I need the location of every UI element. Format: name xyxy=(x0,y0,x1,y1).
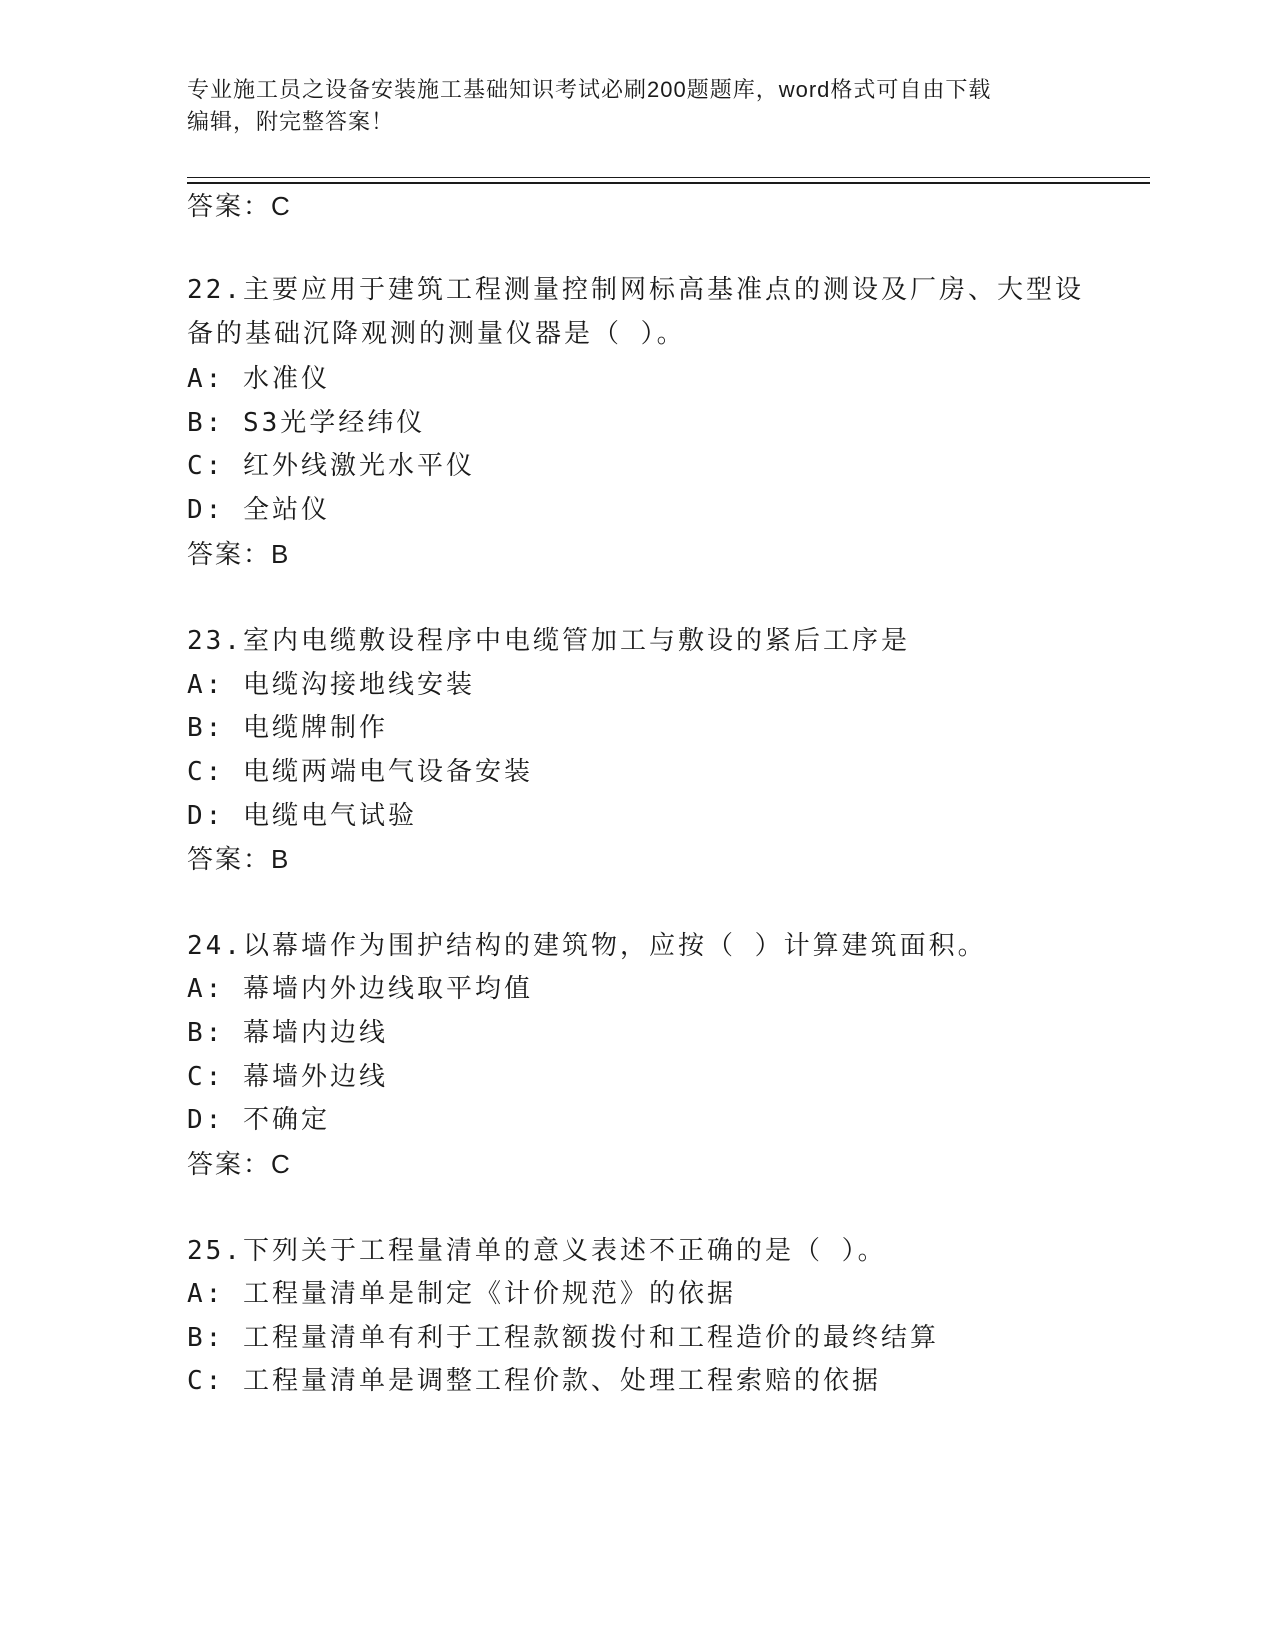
question-23-option-c: C: 电缆两端电气设备安装 xyxy=(187,757,533,787)
question-24-answer: 答案：C xyxy=(187,1149,292,1179)
question-24-option-c: C: 幕墙外边线 xyxy=(187,1062,388,1092)
question-23-stem: 23.室内电缆敷设程序中电缆管加工与敷设的紧后工序是 xyxy=(187,626,910,656)
question-23-option-a: A: 电缆沟接地线安装 xyxy=(187,670,475,700)
question-23-option-d: D: 电缆电气试验 xyxy=(187,801,417,831)
question-23-option-b: B: 电缆牌制作 xyxy=(187,713,388,743)
header-line-1: 专业施工员之设备安装施工基础知识考试必刷200题题库，word格式可自由下载 xyxy=(187,77,992,102)
question-25-option-c: C: 工程量清单是调整工程价款、处理工程索赔的依据 xyxy=(187,1366,881,1396)
question-24-option-a: A: 幕墙内外边线取平均值 xyxy=(187,974,533,1004)
question-22-option-c: C: 红外线激光水平仪 xyxy=(187,451,475,481)
question-25-option-a: A: 工程量清单是制定《计价规范》的依据 xyxy=(187,1279,736,1309)
question-25-option-b: B: 工程量清单有利于工程款额拨付和工程造价的最终结算 xyxy=(187,1323,939,1353)
previous-answer: 答案：C xyxy=(187,191,292,221)
question-24-option-b: B: 幕墙内边线 xyxy=(187,1018,388,1048)
question-22-option-a: A: 水准仪 xyxy=(187,364,330,394)
question-22-stem-line-2: 备的基础沉降观测的测量仪器是（ ）。 xyxy=(187,319,686,349)
question-22-option-b: B: S3光学经纬仪 xyxy=(187,408,426,438)
question-24-option-d: D: 不确定 xyxy=(187,1105,330,1135)
question-22-answer: 答案：B xyxy=(187,539,291,569)
header-divider-thin xyxy=(187,177,1150,178)
question-23-answer: 答案：B xyxy=(187,844,291,874)
question-22-stem-line-1: 22.主要应用于建筑工程测量控制网标高基准点的测设及厂房、大型设 xyxy=(187,275,1084,305)
header-line-2: 编辑，附完整答案！ xyxy=(187,109,395,134)
document-header xyxy=(187,74,1087,138)
header-divider-thick xyxy=(187,182,1150,184)
question-24-stem: 24.以幕墙作为围护结构的建筑物，应按（ ）计算建筑面积。 xyxy=(187,931,987,961)
question-22-option-d: D: 全站仪 xyxy=(187,495,330,525)
question-25-stem: 25.下列关于工程量清单的意义表述不正确的是（ ）。 xyxy=(187,1236,887,1266)
